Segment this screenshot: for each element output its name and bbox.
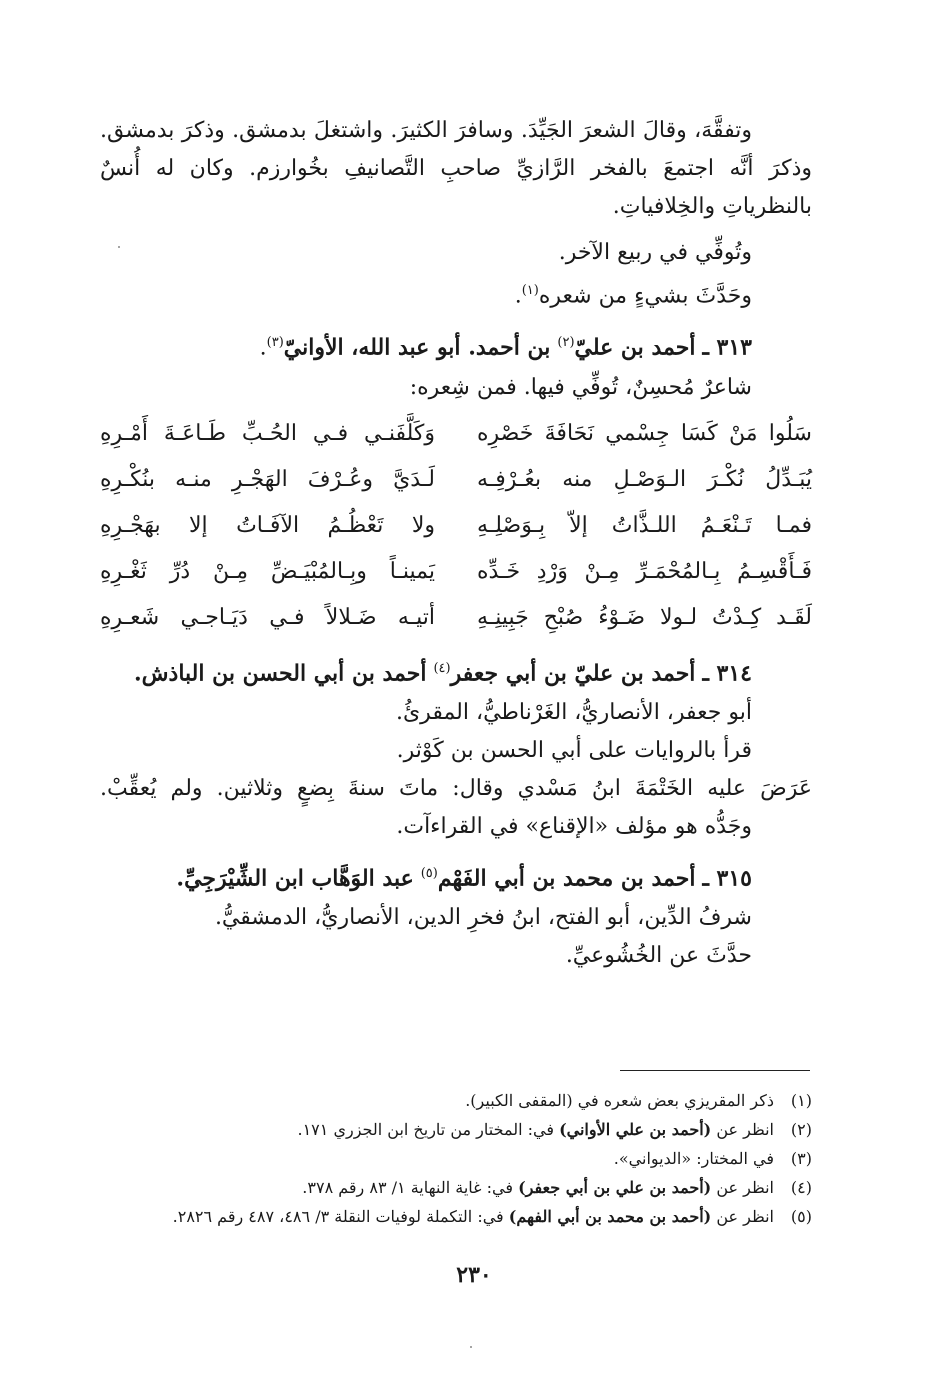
footnote-text: في المختار: «الديواني». — [613, 1149, 774, 1168]
entry-313-description: شاعرٌ مُحسِنٌ، تُوفِّي فيها. فمن شِعره: — [409, 374, 752, 400]
footnote-ref-3: (٣) — [266, 335, 284, 351]
intro-line-5 — [100, 272, 812, 315]
footnote-number: (٢) — [790, 1120, 812, 1139]
entry-313-name-2: بن أحمد. أبو عبد الله، الأوانيّ — [283, 334, 551, 361]
footnote-number: (٤) — [790, 1178, 812, 1197]
verse-second-hemistich: وَكَلَّفَنـي فـي الحُـبِّ طَـاعَـةَ أَمْـرِهِ — [100, 421, 435, 447]
footnote-prefix: انظر عن — [711, 1120, 774, 1139]
entry-315-number: ٣١٥ ـ — [702, 865, 752, 892]
footnote-3 — [96, 1144, 812, 1173]
verse-first-hemistich: لَقَـد كِـدْتُ لـولا ضَـوْءُ صُبْحِ جَبِينِـهِ — [477, 605, 812, 631]
footnote-text — [297, 1115, 774, 1144]
verse-first-hemistich: يُبَـدِّلُ نُكْـرَ الـوَصْـلِ منه بعُـرْفِـه — [477, 467, 812, 493]
footnote-text: ذكر المقريزي بعض شعره في (المقفى الكبير). — [465, 1091, 774, 1110]
entry-314-name: أحمد بن عليّ بن أبي جعفر — [450, 659, 696, 686]
intro-line-5-text: وحَدَّثَ بشيءٍ من شعره — [538, 283, 752, 309]
intro-line-1: وتفقَّهَ، وقالَ الشعرَ الجَيِّدَ. وسافرَ الكثيرَ. واشتغلَ بدمشق. وذكرَ بدمشق. — [100, 118, 752, 143]
verse-first-hemistich: فَـأَقْسِـمُ بِـالمُحْمَـرِّ مِـنْ وَرْدِ خَـدِّه — [477, 559, 812, 585]
poem-verse — [100, 549, 812, 595]
footnote-4 — [96, 1173, 812, 1202]
footnote-5 — [96, 1202, 812, 1231]
entry-315-heading — [100, 854, 812, 899]
footnote-number: (٣) — [790, 1149, 812, 1168]
intro-line-3: بالنظرياتِ والخِلافياتِ. — [612, 194, 812, 219]
entry-314-line-3: قرأ بالروايات على أبي الحسن بن كَوْثر. — [396, 737, 752, 763]
footnote-source: في: التكملة لوفيات النقلة ٣/ ٤٨٦، ٤٨٧ رقم ٢٨٢٦. — [172, 1207, 509, 1226]
entry-315-name-2: عبد الوَهَّاب ابن الشِّيْرَجِيِّ. — [176, 865, 414, 892]
poem-verse — [100, 411, 812, 457]
entry-314-number: ٣١٤ ـ — [702, 659, 752, 686]
footnote-ref-2: (٢) — [557, 335, 575, 351]
entry-314-line-5: وجَدُّه هو مؤلف «الإقناع» في القراءآت. — [396, 813, 752, 839]
footnote-separator — [620, 1070, 810, 1071]
footnote-number: (٥) — [790, 1207, 812, 1226]
footnote-prefix: انظر عن — [711, 1178, 774, 1197]
footnote-source: في: غاية النهاية ١/ ٨٣ رقم ٣٧٨. — [302, 1178, 519, 1197]
footnotes — [96, 1086, 812, 1231]
entry-313-heading — [100, 323, 812, 368]
scan-speck — [470, 1346, 472, 1348]
poem-verse — [100, 457, 812, 503]
poem-verse — [100, 503, 812, 549]
scan-speck — [118, 246, 120, 248]
entry-314-heading — [100, 649, 812, 694]
footnote-ref-4: (٤) — [433, 660, 451, 676]
footnote-subject: (أحمد بن علي بن أبي جعفر) — [518, 1178, 712, 1197]
intro-line-5-end: . — [514, 283, 522, 309]
footnote-text — [173, 1202, 774, 1231]
entry-314-line-2: أبو جعفر، الأنصاريُّ، الغَرْناطيُّ، المقرئُ. — [395, 699, 752, 725]
verse-second-hemistich: أتيـه ضَـلالاً فـي دَيَـاجـي شَعـرِهِ — [100, 605, 435, 631]
verse-second-hemistich: يَمينـاً وبِـالمُبْيَـضِّ مِـنْ دُرِّ ثَغْـرِهِ — [100, 559, 435, 585]
entry-314-line-4: عَرَضَ عليه الخَتْمَةَ ابنُ مَسْدي وقال: ماتَ سنةَ بِضعٍ وثلاثين. ولم يُعقِّبْ. — [100, 775, 812, 801]
poem-verse — [100, 595, 812, 641]
footnote-prefix: انظر عن — [711, 1207, 774, 1226]
footnote-text — [302, 1173, 774, 1202]
page-body — [100, 112, 812, 975]
footnote-ref-5: (٥) — [420, 865, 438, 881]
entry-315-line-3: حدَّثَ عن الخُشُوعيِّ. — [565, 943, 752, 969]
footnote-subject: (أحمد بن محمد بن أبي الفهم) — [508, 1207, 712, 1226]
page-number: ٢٣٠ — [456, 1262, 492, 1288]
entry-315-name: أحمد بن محمد بن أبي الفَهْم — [437, 865, 696, 892]
footnote-ref-1: (١) — [521, 283, 539, 298]
footnote-number: (١) — [790, 1091, 812, 1110]
entry-314-name-2: أحمد بن أبي الحسن بن الباذش. — [134, 659, 427, 686]
entry-315-line-2: شرفُ الدِّين، أبو الفتح، ابنُ فخرِ الدين، الأنصاريُّ، الدمشقيُّ. — [214, 905, 752, 931]
entry-313-end: . — [259, 335, 267, 361]
footnote-subject: (أحمد بن علي الأواني) — [559, 1120, 712, 1139]
verse-second-hemistich: لَـدَيَّ وعُـرْفَ الهَجْـرِ منـه بنُكْـرِهِ — [100, 467, 435, 493]
verse-first-hemistich: فمـا تَـنْعَـمُ اللـذَّاتُ إلاّ بِـوَصْلِـهِ — [477, 513, 812, 539]
poem — [100, 411, 812, 641]
intro-line-2: وذكرَ أنَّه اجتمعَ بالفخر الرَّازيِّ صاحبِ التَّصانيفِ بخُوارزم. وكان له أُنسٌ — [100, 156, 812, 181]
entry-313-number: ٣١٣ ـ — [702, 334, 752, 361]
entry-313-name: أحمد بن عليّ — [574, 334, 696, 361]
footnote-source: في: المختار من تاريخ ابن الجزري ١٧١. — [297, 1120, 560, 1139]
footnote-2 — [96, 1115, 812, 1144]
verse-first-hemistich: سَلُوا مَنْ كَسَا جِسْمي نَحَافَةَ خَصْرِه — [477, 421, 812, 447]
intro-line-4: وتُوفِّي في ربيع الآخر. — [558, 240, 752, 265]
footnote-1 — [96, 1086, 812, 1115]
verse-second-hemistich: ولا تَعْظُـمُ الآفَـاتُ إلا بهَجْـرِهِ — [100, 513, 435, 539]
